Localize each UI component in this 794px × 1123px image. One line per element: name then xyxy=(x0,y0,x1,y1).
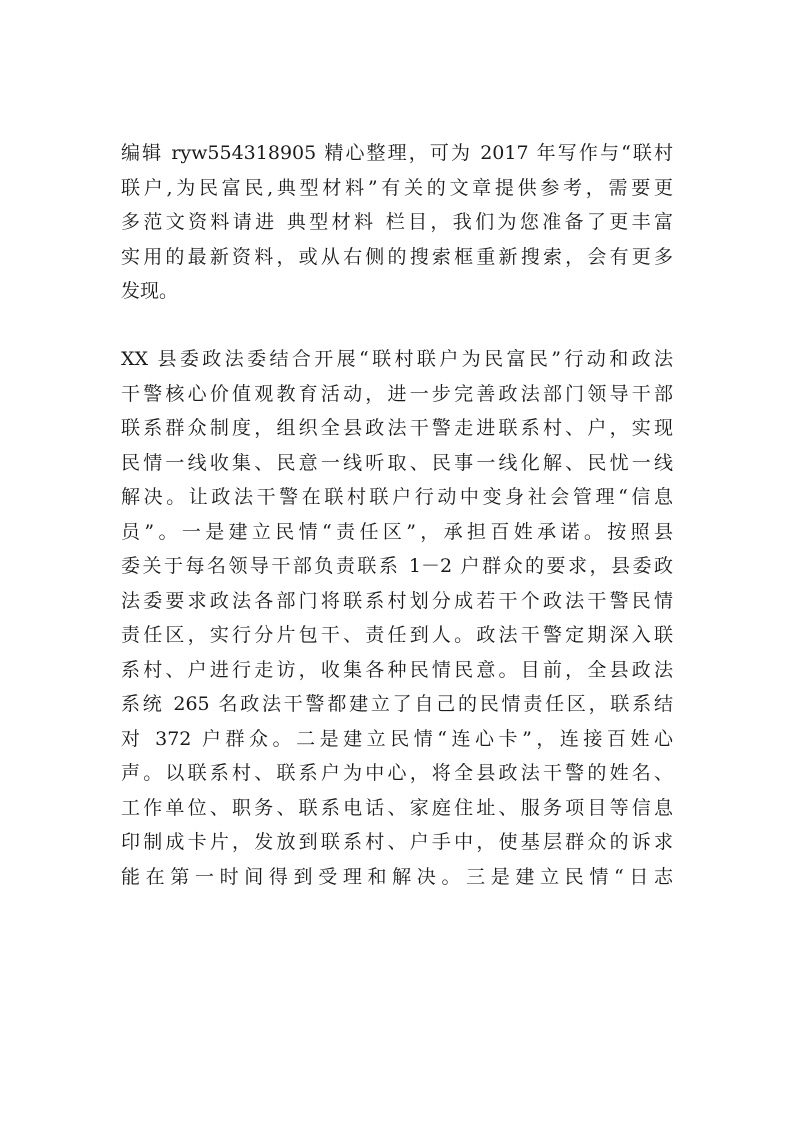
body-paragraph xyxy=(121,342,673,894)
text-line: 能在第一时间得到受理和解决。三是建立民情“日志 xyxy=(121,865,673,888)
text-line: 民情一线收集、民意一线听取、民事一线化解、民忧一线 xyxy=(121,451,673,474)
text-line: 联系群众制度，组织全县政法干警走进联系村、户，实现 xyxy=(121,417,673,439)
text-line: 多范文资料请进 典型材料 栏目，我们为您准备了更丰富 xyxy=(121,211,673,233)
text-line: 工作单位、职务、联系电话、家庭住址、服务项目等信息 xyxy=(121,796,673,819)
text-line: 系统 265 名政法干警都建立了自己的民情责任区，联系结 xyxy=(121,693,673,715)
text-line: 法委要求政法各部门将联系村划分成若干个政法干警民情 xyxy=(121,589,673,612)
text-line: 实用的最新资料，或从右侧的搜索框重新搜索，会有更多 xyxy=(121,245,673,268)
text-line: 委关于每名领导干部负责联系 1－2 户群众的要求，县委政 xyxy=(121,555,673,577)
text-line: 联户,为民富民,典型材料”有关的文章提供参考，需要更 xyxy=(121,176,673,199)
text-line: 印制成卡片，发放到联系村、户手中，使基层群众的诉求 xyxy=(121,831,673,853)
text-line: 编辑 ryw554318905 精心整理，可为 2017 年写作与“联村 xyxy=(121,142,673,164)
text-line: 员”。一是建立民情“责任区”，承担百姓承诺。按照县 xyxy=(121,520,673,543)
text-line: XX 县委政法委结合开展“联村联户为民富民”行动和政法 xyxy=(121,348,673,370)
text-line: 责任区，实行分片包干、责任到人。政法干警定期深入联 xyxy=(121,624,673,646)
text-line: 干警核心价值观教育活动，进一步完善政法部门领导干部 xyxy=(121,382,673,405)
text-line: 声。以联系村、联系户为中心，将全县政法干警的姓名、 xyxy=(121,762,673,784)
text-line: 对 372 户群众。二是建立民情“连心卡”，连接百姓心 xyxy=(121,727,673,750)
text-line: 发现。 xyxy=(121,280,179,302)
text-line: 系村、户进行走访，收集各种民情民意。目前，全县政法 xyxy=(121,658,673,681)
text-line: 解决。让政法干警在联村联户行动中变身社会管理“信息 xyxy=(121,486,673,508)
intro-paragraph xyxy=(121,136,673,309)
